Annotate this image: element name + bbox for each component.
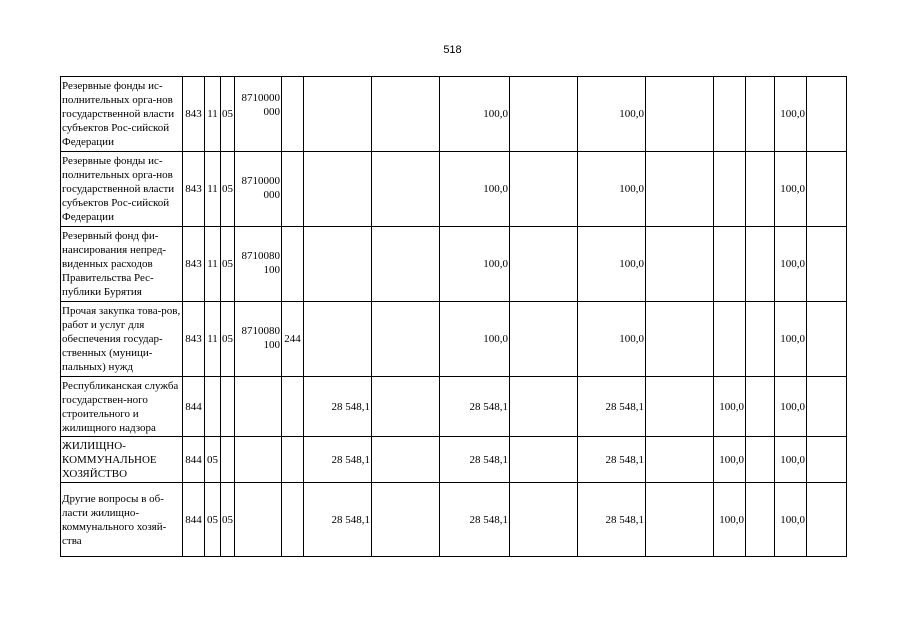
percent-cell — [807, 227, 847, 302]
percent-cell — [746, 302, 775, 377]
amount-cell — [372, 77, 440, 152]
target-article-code: 8710000 000 — [235, 152, 282, 227]
percent-cell: 100,0 — [775, 483, 807, 557]
amount-cell: 28 548,1 — [304, 483, 372, 557]
percent-cell: 100,0 — [714, 483, 746, 557]
amount-cell — [646, 302, 714, 377]
amount-cell — [372, 152, 440, 227]
section-code: 05 — [205, 483, 221, 557]
amount-cell — [372, 437, 440, 483]
percent-cell: 100,0 — [714, 377, 746, 437]
subsection-code: 05 — [221, 302, 235, 377]
row-name: Прочая закупка това-ров, работ и услуг для обеспечения государ-ственных (муници-пальных) нужд — [61, 302, 183, 377]
section-code: 05 — [205, 437, 221, 483]
page-number: 518 — [443, 44, 462, 56]
amount-cell — [646, 227, 714, 302]
row-name: ЖИЛИЩНО-КОММУНАЛЬНОЕ ХОЗЯЙСТВО — [61, 437, 183, 483]
amount-cell — [304, 227, 372, 302]
amount-cell — [510, 302, 578, 377]
subsection-code — [221, 377, 235, 437]
percent-cell — [807, 77, 847, 152]
percent-cell — [746, 227, 775, 302]
subsection-code: 05 — [221, 483, 235, 557]
expense-type-code — [282, 377, 304, 437]
target-article-code: 8710080 100 — [235, 227, 282, 302]
row-name: Республиканская служба государствен-ного строительного и жилищного надзора — [61, 377, 183, 437]
row-name: Резервные фонды ис-полнительных орга-нов государственной власти субъектов Рос-сийской Федерации — [61, 152, 183, 227]
amount-cell — [646, 437, 714, 483]
percent-cell — [746, 483, 775, 557]
amount-cell: 28 548,1 — [578, 483, 646, 557]
row-name: Резервный фонд фи-нансирования непред-виденных расходов Правительства Рес-публики Бурятия — [61, 227, 183, 302]
amount-cell — [372, 302, 440, 377]
amount-cell: 100,0 — [440, 152, 510, 227]
percent-cell — [807, 483, 847, 557]
table-row — [61, 152, 847, 227]
ved-code: 843 — [183, 302, 205, 377]
amount-cell — [304, 302, 372, 377]
ved-code: 844 — [183, 377, 205, 437]
amount-cell — [510, 437, 578, 483]
row-name: Резервные фонды ис-полнительных орга-нов государственной власти субъектов Рос-сийской Федерации — [61, 77, 183, 152]
section-code: 11 — [205, 77, 221, 152]
amount-cell — [510, 483, 578, 557]
expense-type-code — [282, 77, 304, 152]
subsection-code: 05 — [221, 227, 235, 302]
expense-type-code — [282, 437, 304, 483]
section-code — [205, 377, 221, 437]
expense-type-code: 244 — [282, 302, 304, 377]
subsection-code: 05 — [221, 77, 235, 152]
percent-cell — [807, 152, 847, 227]
percent-cell: 100,0 — [775, 302, 807, 377]
amount-cell — [510, 77, 578, 152]
percent-cell: 100,0 — [775, 227, 807, 302]
expense-type-code — [282, 152, 304, 227]
amount-cell: 28 548,1 — [304, 377, 372, 437]
target-article-code: 8710000 000 — [235, 77, 282, 152]
target-article-code — [235, 437, 282, 483]
amount-cell — [646, 77, 714, 152]
percent-cell: 100,0 — [775, 377, 807, 437]
amount-cell — [304, 77, 372, 152]
ved-code: 843 — [183, 152, 205, 227]
budget-table — [60, 76, 847, 557]
amount-cell: 100,0 — [578, 227, 646, 302]
target-article-code — [235, 483, 282, 557]
percent-cell — [807, 302, 847, 377]
amount-cell: 100,0 — [440, 302, 510, 377]
amount-cell — [372, 377, 440, 437]
table-row — [61, 77, 847, 152]
amount-cell: 28 548,1 — [578, 437, 646, 483]
table-row — [61, 483, 847, 557]
amount-cell: 100,0 — [440, 77, 510, 152]
table-row — [61, 437, 847, 483]
amount-cell — [304, 152, 372, 227]
amount-cell: 100,0 — [578, 302, 646, 377]
amount-cell — [646, 377, 714, 437]
amount-cell: 28 548,1 — [578, 377, 646, 437]
amount-cell: 100,0 — [440, 227, 510, 302]
percent-cell — [746, 77, 775, 152]
percent-cell: 100,0 — [775, 77, 807, 152]
percent-cell — [714, 227, 746, 302]
amount-cell: 28 548,1 — [304, 437, 372, 483]
target-article-code: 8710080 100 — [235, 302, 282, 377]
amount-cell — [510, 152, 578, 227]
expense-type-code — [282, 227, 304, 302]
percent-cell: 100,0 — [714, 437, 746, 483]
section-code: 11 — [205, 152, 221, 227]
row-name: Другие вопросы в об-ласти жилищно-коммунального хозяй-ства — [61, 483, 183, 557]
amount-cell: 100,0 — [578, 152, 646, 227]
table-row — [61, 302, 847, 377]
percent-cell — [746, 437, 775, 483]
percent-cell — [714, 77, 746, 152]
amount-cell: 28 548,1 — [440, 437, 510, 483]
percent-cell — [746, 152, 775, 227]
subsection-code: 05 — [221, 152, 235, 227]
table-row — [61, 377, 847, 437]
amount-cell — [510, 227, 578, 302]
amount-cell: 28 548,1 — [440, 483, 510, 557]
amount-cell: 28 548,1 — [440, 377, 510, 437]
percent-cell — [807, 437, 847, 483]
subsection-code — [221, 437, 235, 483]
percent-cell: 100,0 — [775, 152, 807, 227]
ved-code: 844 — [183, 483, 205, 557]
percent-cell: 100,0 — [775, 437, 807, 483]
amount-cell — [510, 377, 578, 437]
section-code: 11 — [205, 302, 221, 377]
percent-cell — [807, 377, 847, 437]
target-article-code — [235, 377, 282, 437]
table-row — [61, 227, 847, 302]
ved-code: 843 — [183, 77, 205, 152]
amount-cell — [372, 227, 440, 302]
amount-cell: 100,0 — [578, 77, 646, 152]
percent-cell — [714, 302, 746, 377]
section-code: 11 — [205, 227, 221, 302]
expense-type-code — [282, 483, 304, 557]
amount-cell — [646, 152, 714, 227]
percent-cell — [746, 377, 775, 437]
amount-cell — [646, 483, 714, 557]
percent-cell — [714, 152, 746, 227]
ved-code: 843 — [183, 227, 205, 302]
amount-cell — [372, 483, 440, 557]
ved-code: 844 — [183, 437, 205, 483]
